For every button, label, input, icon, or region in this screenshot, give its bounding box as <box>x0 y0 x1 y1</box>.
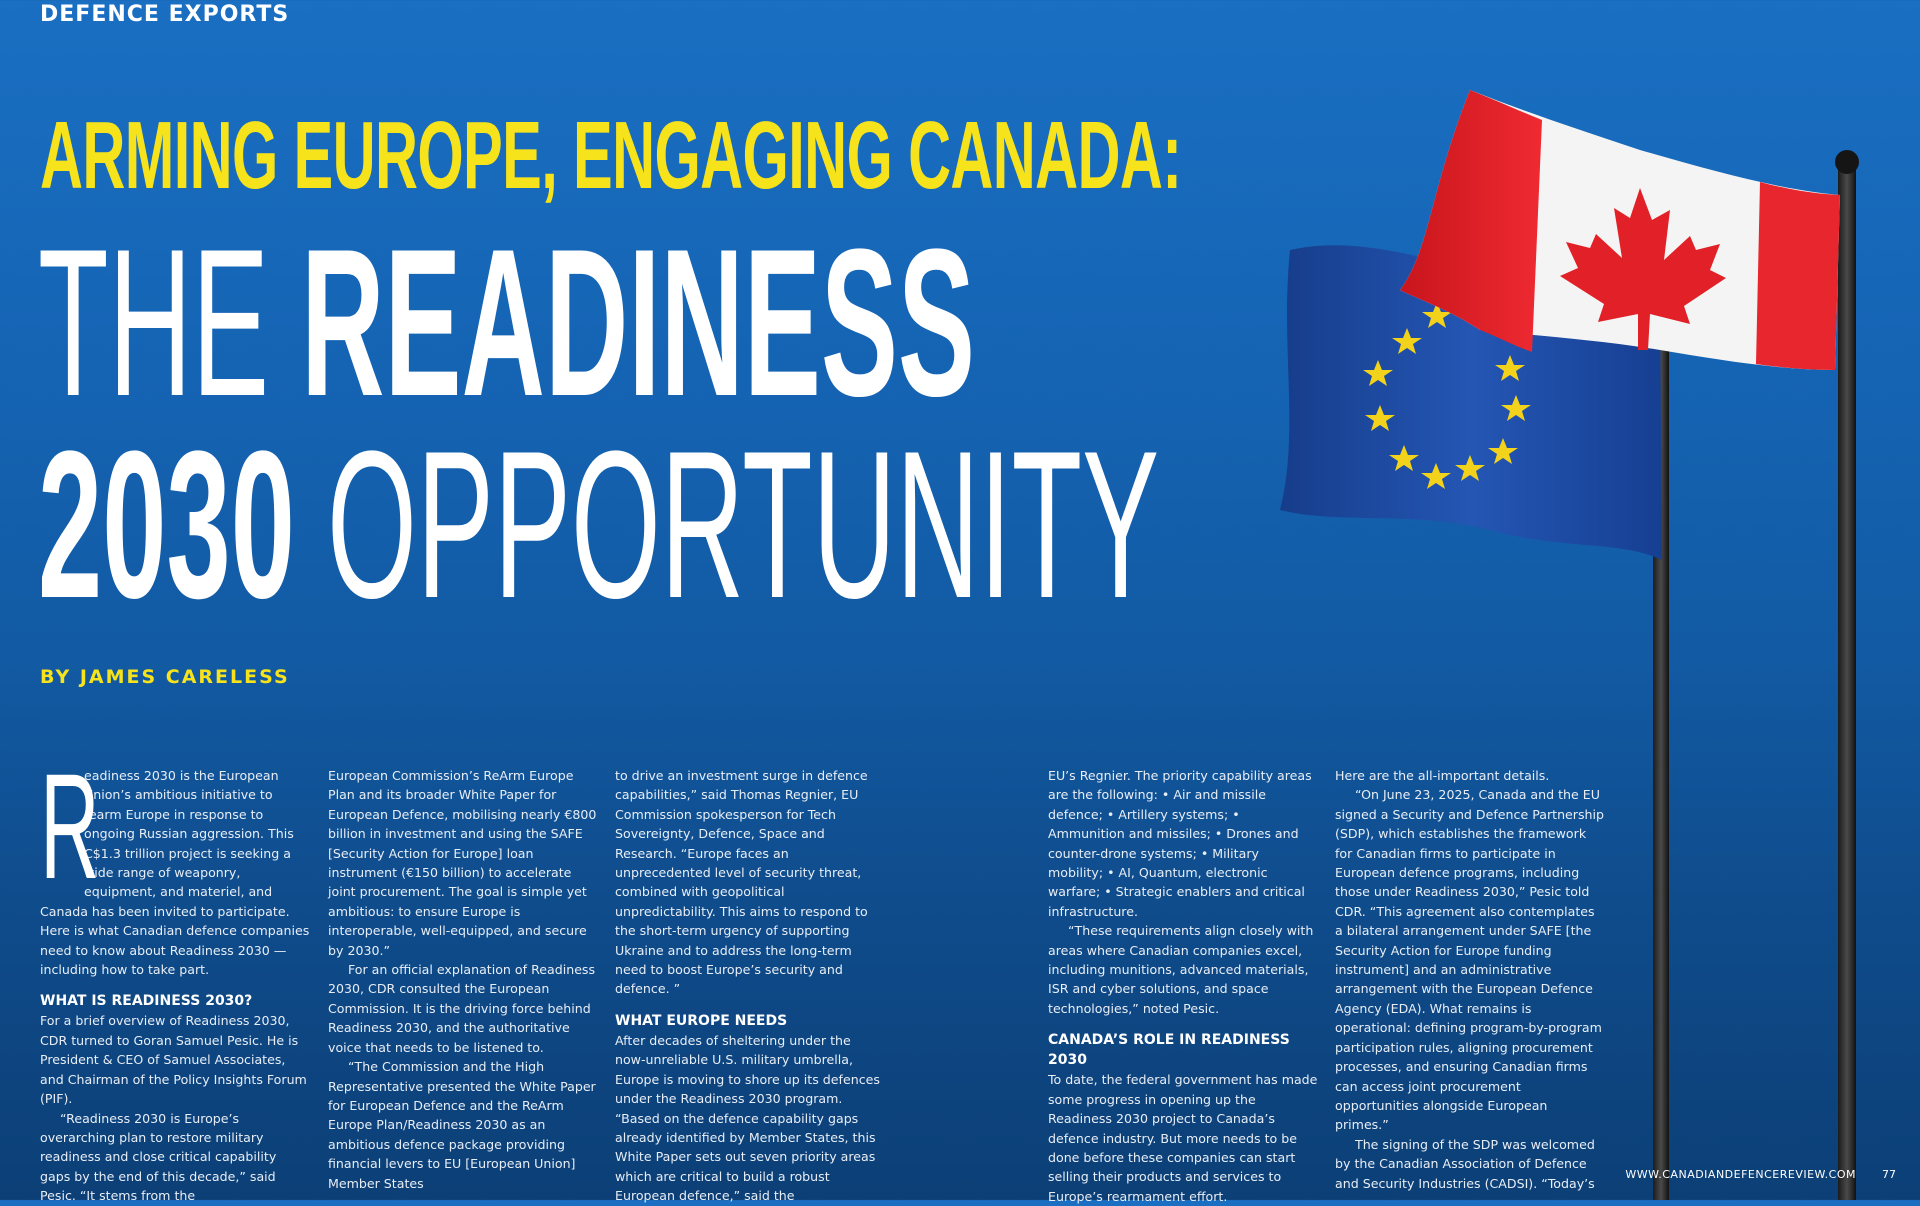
headline-2030: 2030 <box>38 407 328 642</box>
article-column-4 <box>1048 766 1318 1204</box>
paragraph: to drive an investment surge in defence capabilities,” said Thomas Regnier, EU Commission spokesperson for Tech Sovereignty, Defence, Space and Research. “Europe faces an unprecedented level of security threat, combined with geopolitical unpredictability. This aims to respond to the short-term urgency of supporting Ukraine and to address the long-term need to boost Europe’s security and defence. ” <box>615 768 868 997</box>
article-column-2 <box>328 766 598 1191</box>
byline: BY JAMES CARELESS <box>40 666 290 688</box>
subheading-canadas-role: CANADA’S ROLE IN READINESS 2030 <box>1048 1032 1290 1069</box>
headline-line-1 <box>38 205 975 440</box>
paragraph: European Commission’s ReArm Europe Plan and its broader White Paper for European Defence, mobilising nearly €800 billion in investment and using the SAFE [Security Action for Europe] loan instrument (€150 billion) to accelerate joint procurement. The goal is simple yet ambitious: to ensure Europe is interoperable, well-equipped, and secure by 2030.” <box>328 768 597 958</box>
paragraph: eadiness 2030 is the European Union’s ambitious initiative to rearm Europe in response to ongoing Russian aggression. This C$1.3 trillion project is seeking a wide range of weaponry, equipment, and materiel, and Canada has been invited to participate. Here is what Canadian defence companies need to know about Readiness 2030 — including how to take part. <box>40 768 310 978</box>
paragraph: For a brief overview of Readiness 2030, CDR turned to Goran Samuel Pesic. He is President & CEO of Samuel Associates, and Chairman of the Policy Insights Forum (PIF). <box>40 1013 307 1107</box>
paragraph: Here are the all-important details. <box>1335 768 1550 783</box>
paragraph: “These requirements align closely with areas where Canadian companies excel, including munitions, advanced materials, ISR and cyber solutions, and space technologies,” noted Pesic. <box>1048 923 1314 1016</box>
paragraph: “The Commission and the High Representative presented the White Paper for European Defence and the ReArm Europe Plan/Readiness 2030 as an ambitious defence package providing financial levers to EU [European Union] Member States <box>328 1059 596 1191</box>
paragraph: “On June 23, 2025, Canada and the EU signed a Security and Defence Partnership (SDP), which establishes the framework for Canadian firms to participate in European defence programs, including those under Readiness 2030,” Pesic told CDR. “This agreement also contemplates a bilateral arrangement under SAFE [the Security Action for Europe funding instrument] and an administrative arrangement with the European Defence Agency (EDA). What remains is operational: defining program-by-program participation rules, aligning procurement processes, and ensuring Canadian firms can access joint procurement opportunities alongside European primes.” <box>1335 787 1605 1133</box>
flagpole-finial <box>1835 150 1859 174</box>
subheading-what-europe-needs: WHAT EUROPE NEEDS <box>615 1012 788 1029</box>
paragraph: “Readiness 2030 is Europe’s overarching plan to restore military readiness and close critical capability gaps by the end of this decade,” said Pesic. “It stems from the <box>40 1110 277 1204</box>
paragraph: The signing of the SDP was welcomed by the Canadian Association of Defence and Security Industries (CADSI). “Today’s <box>1335 1136 1595 1191</box>
headline-kicker: ARMING EUROPE, ENGAGING CANADA: <box>40 102 1182 209</box>
drop-cap: R <box>40 742 100 910</box>
canada-flagpole <box>1838 160 1856 1200</box>
paragraph: After decades of sheltering under the now-unreliable U.S. military umbrella, Europe is moving to shore up its defences under the Readiness 2030 program. “Based on the defence capability gaps already identified by Member States, this White Paper sets out seven priority areas which are critical to build a robust European defence,” said the <box>615 1032 880 1204</box>
footer-website-url: WWW.CANADIANDEFENCEREVIEW.COM <box>1625 1168 1856 1181</box>
headline-readiness: READINESS <box>301 205 975 440</box>
page-number: 77 <box>1882 1168 1896 1181</box>
section-label: DEFENCE EXPORTS <box>40 2 290 27</box>
article-column-5 <box>1335 766 1605 1191</box>
headline-opportunity: OPPORTUNITY <box>327 407 1160 642</box>
subheading-what-is-readiness: WHAT IS READINESS 2030? <box>40 993 253 1010</box>
headline-the: THE <box>38 205 302 440</box>
paragraph: EU’s Regnier. The priority capability areas are the following: • Air and missile defence; • Artillery systems; • Ammunition and missiles; • Drones and counter-drone systems; • Military mobility; • AI, Quantum, electronic warfare; • Strategic enablers and critical infrastructure. <box>1048 768 1312 919</box>
paragraph: For an official explanation of Readiness 2030, CDR consulted the European Commission. It is the driving force behind Readiness 2030, and the authoritative voice that needs to be listened to. <box>328 962 596 1055</box>
paragraph: To date, the federal government has made some progress in opening up the Readiness 2030 project to Canada’s defence industry. But more needs to be done before these companies can start selling their products and services to Europe’s rearmament effort. <box>1048 1072 1318 1204</box>
headline-line-2 <box>38 407 1160 642</box>
article-column-1 <box>40 742 310 1204</box>
article-column-3 <box>615 766 885 1204</box>
